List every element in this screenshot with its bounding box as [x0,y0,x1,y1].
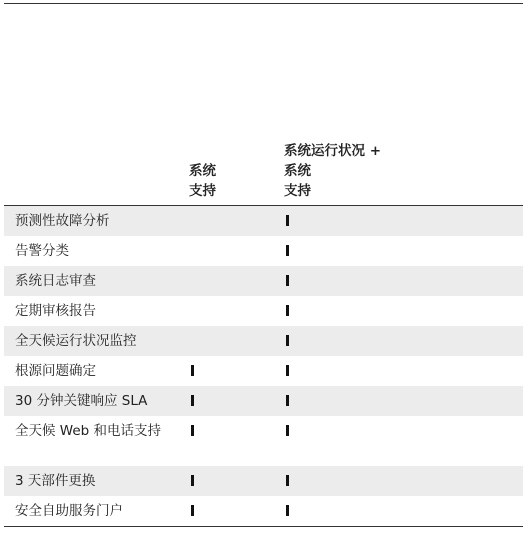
check-mark-icon [286,335,289,346]
table-row [4,496,523,526]
table-row [4,416,523,466]
row-label: 全天候 Web 和电话支持 [15,423,162,439]
table-row [4,466,523,496]
table-row [4,266,523,296]
row-label: 3 天部件更换 [15,473,96,489]
table-row [4,386,523,416]
check-mark-icon [286,215,289,226]
table-row [4,236,523,266]
table-row [4,326,523,356]
check-mark-icon [191,475,194,486]
check-mark-icon [191,425,194,436]
table-row [4,356,523,386]
column-header-health-support: 系统运行状况 + 系统 支持 [284,143,382,199]
table-row [4,206,523,236]
column-header-support: 系统 支持 [189,163,216,199]
row-label: 30 分钟关键响应 SLA [15,393,148,409]
check-mark-icon [286,395,289,406]
check-mark-icon [286,425,289,436]
check-mark-icon [191,505,194,516]
row-label: 安全自助服务门户 [15,503,123,519]
check-mark-icon [286,475,289,486]
check-mark-icon [286,245,289,256]
row-label: 告警分类 [15,243,69,259]
check-mark-icon [191,395,194,406]
check-mark-icon [191,365,194,376]
bottom-rule [4,526,523,527]
row-label: 系统日志审查 [15,273,96,289]
row-label: 根源问题确定 [15,363,96,379]
top-rule [4,3,523,4]
check-mark-icon [286,505,289,516]
table-row [4,296,523,326]
row-label: 全天候运行状况监控 [15,333,137,349]
row-label: 定期审核报告 [15,303,96,319]
check-mark-icon [286,305,289,316]
check-mark-icon [286,365,289,376]
check-mark-icon [286,275,289,286]
row-label: 预测性故障分析 [15,213,110,229]
table-body [4,206,523,526]
